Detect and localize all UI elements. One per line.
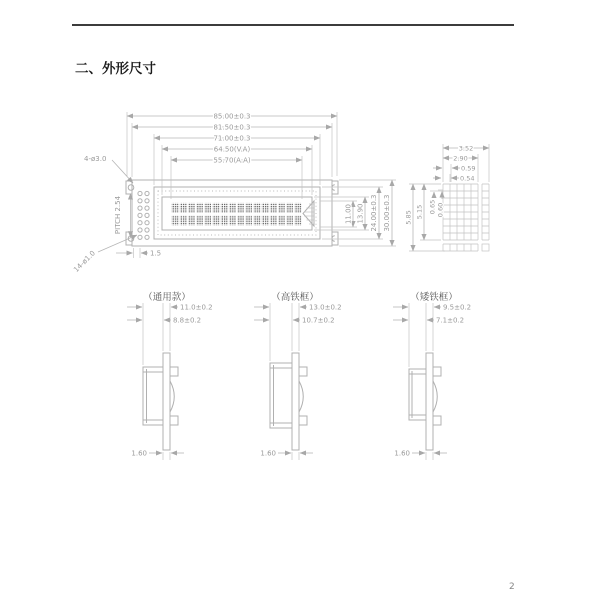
dim-pcb-thickness: 1.60 xyxy=(394,449,410,458)
mount-notch xyxy=(332,236,335,242)
dim-pcb-thickness: 1.60 xyxy=(260,449,276,458)
dim-pcb-thickness: 1.60 xyxy=(131,449,147,458)
dot-detail-view xyxy=(405,144,490,251)
side-view-label: （通用款） xyxy=(143,292,191,303)
dot-grid xyxy=(443,184,489,251)
dim-char-pitch-h: 5.85 xyxy=(404,210,413,225)
dim-viewing-width: 64.50(V.A) xyxy=(213,145,251,154)
dim-frame-thickness: 8.8±0.2 xyxy=(173,316,202,325)
page-number: 2 xyxy=(509,582,515,592)
dim-active-width: 55.70(A.A) xyxy=(213,156,251,165)
character-matrix xyxy=(171,202,302,227)
dim-dot-pitch-w: 0.59 xyxy=(461,164,476,173)
side-profile xyxy=(143,353,178,450)
dim-viewing-height: 13.90 xyxy=(356,203,365,224)
side-view-label: （高铁框） xyxy=(271,292,319,303)
callout-pin-holes: 14-ø1.0 xyxy=(72,249,97,274)
side-profile xyxy=(270,353,307,450)
dim-char-pitch-w: 3.52 xyxy=(458,144,474,153)
dim-bezel-width: 71.00±0.3 xyxy=(213,134,251,143)
page-title: 二、外形尺寸 xyxy=(75,61,156,76)
dim-char-w: 2.90 xyxy=(453,154,468,163)
callout-pitch: PITCH 2.54 xyxy=(114,195,122,235)
side-view-tall-frame xyxy=(254,291,342,460)
dim-dot-w: 0.54 xyxy=(460,174,475,183)
dim-frame-thickness: 7.1±0.2 xyxy=(436,316,465,325)
dim-pcb-width: 81.50±0.3 xyxy=(213,123,251,132)
dim-dot-pitch-h: 0.65 xyxy=(428,199,437,215)
side-view-label: （矮铁框） xyxy=(410,292,458,303)
side-view-short-frame xyxy=(393,291,471,460)
front-view xyxy=(126,180,338,246)
side-view-general xyxy=(127,291,213,460)
dim-frame-thickness: 10.7±0.2 xyxy=(302,316,335,325)
dim-total-thickness: 9.5±0.2 xyxy=(443,303,472,312)
dim-bezel-height: 24.00±0.3 xyxy=(370,194,378,232)
callout-mount-holes: 4-ø3.0 xyxy=(84,155,107,163)
dim-pcb-height: 30.00±0.3 xyxy=(383,194,391,232)
dim-overall-width: 85.00±0.3 xyxy=(213,112,251,121)
dim-total-thickness: 13.0±0.2 xyxy=(309,303,342,312)
dim-active-height: 11.00 xyxy=(344,203,353,225)
dim-char-h: 5.15 xyxy=(415,204,424,220)
dim-pin-offset: 1.5 xyxy=(150,249,162,258)
dim-dot-h: 0.60 xyxy=(436,202,445,218)
dim-total-thickness: 11.0±0.2 xyxy=(180,303,213,312)
mount-notch xyxy=(332,185,335,191)
side-profile xyxy=(409,353,441,450)
